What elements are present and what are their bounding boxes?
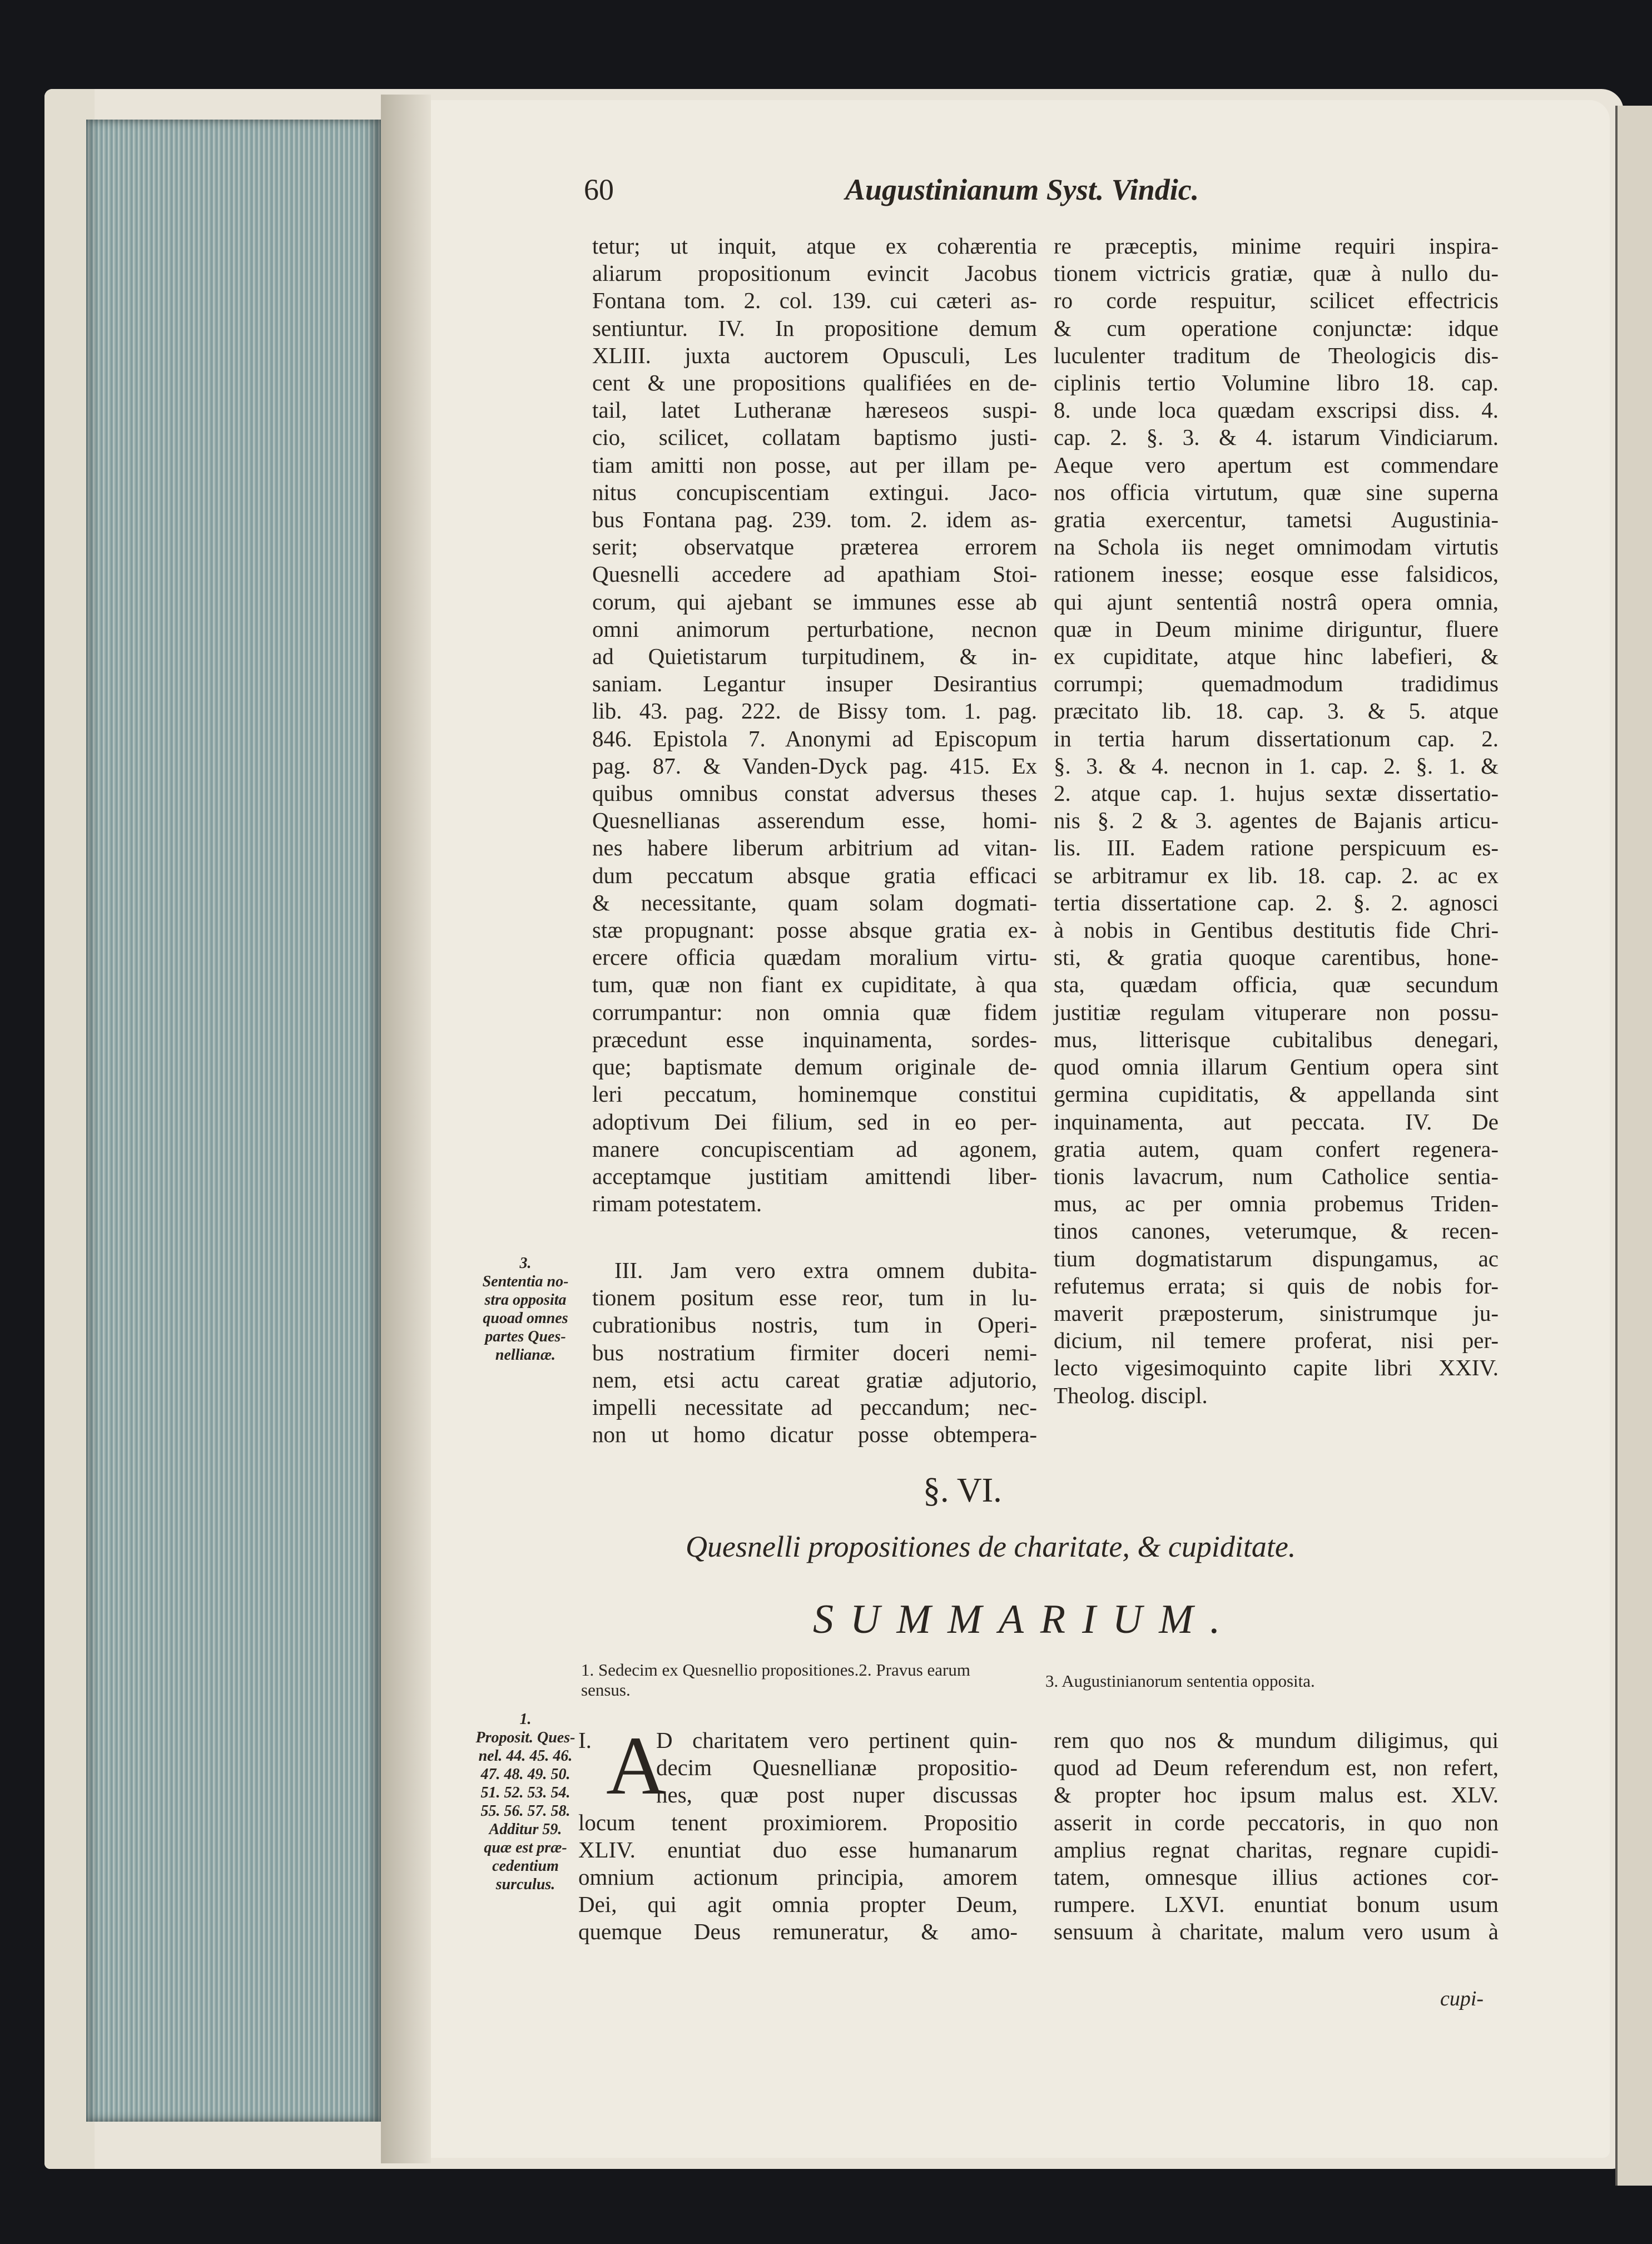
text-line: & necessitante, quam solam dogmati-: [592, 889, 1037, 915]
text-line: ex cupiditate, atque hinc labefieri, &: [1054, 643, 1499, 670]
margin-line: quæ est præ-: [484, 1839, 567, 1856]
text-line: germina cupiditatis, & appellanda sint: [1054, 1081, 1499, 1107]
text-line: XLIII. juxta auctorem Opusculi, Les: [592, 342, 1037, 368]
text-line: tatem, omnesque illius actiones cor-: [1054, 1864, 1499, 1890]
drop-cap: A: [606, 1720, 667, 1812]
margin-line: surculus.: [495, 1876, 555, 1893]
running-title: Augustinianum Syst. Vindic.: [845, 173, 1199, 206]
margin-line: Additur 59.: [489, 1821, 562, 1838]
margin-line: 1.: [519, 1711, 532, 1728]
text-line: omni animorum perturbatione, necnon: [592, 616, 1037, 642]
text-line: tail, latet Lutheranæ hæreseos suspi-: [592, 397, 1037, 423]
text-line: quod omnia illarum Gentium opera sint: [1054, 1054, 1499, 1080]
text-line: nes habere liberum arbitrium ad vitan-: [592, 835, 1037, 861]
margin-line: cedentium: [492, 1857, 559, 1875]
bottom-right-column: [1054, 1727, 1499, 1946]
text-line: rumpere. LXVI. enuntiat bonum usum: [1054, 1891, 1499, 1918]
text-line: quemque Deus remuneratur, & amo-: [578, 1919, 1018, 1945]
text-line: præcedunt esse inquinamenta, sordes-: [592, 1026, 1037, 1052]
text-line: re præceptis, minime requiri inspira-: [1054, 233, 1499, 259]
text-line: Aeque vero apertum est commendare: [1054, 452, 1499, 478]
margin-line: nellianæ.: [495, 1346, 556, 1364]
text-line: tionem positum esse reor, tum in lu-: [592, 1285, 1037, 1311]
next-page-edge: [1615, 106, 1652, 2186]
text-line: tium dogmatistarum dispungamus, ac: [1054, 1245, 1499, 1271]
summarium-item: 2. Pravus earum sensus.: [581, 1660, 970, 1700]
text-line: luculenter traditum de Theologicis dis-: [1054, 342, 1499, 368]
text-line: lecto vigesimoquinto capite libri XXIV.: [1054, 1355, 1499, 1381]
text-line: D charitatem vero pertinent quin-: [656, 1727, 1018, 1753]
margin-line: Proposit. Ques-: [475, 1729, 576, 1746]
text-line: leri peccatum, hominemque constitui: [592, 1081, 1037, 1107]
text-line: tertia dissertatione cap. 2. §. 2. agnosci: [1054, 889, 1499, 915]
text-line: bus nostratium firmiter doceri nemi-: [592, 1339, 1037, 1365]
text-line: ro corde respuitur, scilicet effectricis: [1054, 288, 1499, 314]
text-line: gratia exercentur, tametsi Augustinia-: [1054, 507, 1499, 533]
text-line: Theolog. discipl.: [1054, 1382, 1208, 1408]
text-line: tetur; ut inquit, atque ex cohærentia: [592, 233, 1037, 259]
margin-note-sententia: [475, 1254, 576, 1364]
text-line: amplius regnat charitas, regnare cupidi-: [1054, 1836, 1499, 1862]
text-line: se arbitramur ex lib. 18. cap. 2. ac ex: [1054, 862, 1499, 888]
summarium-item: 1. Sedecim ex Quesnellio propositiones.: [581, 1660, 859, 1680]
margin-line: Sententia no-: [482, 1273, 569, 1290]
text-line: qui ajunt sententiâ nostrâ opera omnia,: [1054, 588, 1499, 615]
text-line: tinos canones, veterumque, & recen-: [1054, 1218, 1499, 1244]
text-line: quæ in Deum minime diriguntur, fluere: [1054, 616, 1499, 642]
text-line: Quesnellianas asserendum esse, homi-: [592, 808, 1037, 834]
text-line: Fontana tom. 2. col. 139. cui cæteri as-: [592, 288, 1037, 314]
text-line: I.: [578, 1727, 592, 1753]
text-line: sensuum à charitate, malum vero usum à: [1054, 1919, 1499, 1945]
text-line: locum tenent proximiorem. Propositio: [578, 1809, 1018, 1835]
page-number: 60: [584, 173, 614, 206]
text-line: bus Fontana pag. 239. tom. 2. idem as-: [592, 507, 1037, 533]
text-line: Dei, qui agit omnia propter Deum,: [578, 1891, 1018, 1918]
text-line: nes, quæ post nuper discussas: [656, 1782, 1018, 1808]
text-line: ercere officia quædam moralium virtu-: [592, 944, 1037, 970]
summarium-right: 3. Augustinianorum sententia opposita.: [1045, 1671, 1315, 1691]
text-line: in tertia harum dissertationum cap. 2.: [1054, 725, 1499, 751]
text-line: non ut homo dicatur posse obtempera-: [592, 1421, 1037, 1448]
margin-line: nel. 44. 45. 46.: [478, 1747, 573, 1765]
margin-line: partes Ques-: [485, 1328, 566, 1345]
text-line: que; baptismate demum originale de-: [592, 1054, 1037, 1080]
text-line: rimam potestatem.: [592, 1191, 762, 1217]
text-line: cubrationibus nostris, tum in Operi-: [592, 1312, 1037, 1338]
text-line: pag. 87. & Vanden-Dyck pag. 415. Ex: [592, 752, 1037, 779]
text-line: decim Quesnellianæ propositio-: [656, 1755, 1018, 1781]
text-line: ciplinis tertio Volumine libro 18. cap.: [1054, 370, 1499, 396]
text-line: serit; observatque præterea errorem: [592, 534, 1037, 560]
margin-note-propositiones: [473, 1710, 578, 1894]
margin-line: stra opposita: [484, 1291, 567, 1309]
text-line: justitiæ regulam vituperare non possu-: [1054, 999, 1499, 1025]
text-line: rationem inesse; eosque esse falsidicos,: [1054, 561, 1499, 587]
text-line: nis §. 2 & 3. agentes de Bajanis articu-: [1054, 808, 1499, 834]
text-line: XLIV. enuntiat duo esse humanarum: [578, 1836, 1018, 1862]
text-line: sentiuntur. IV. In propositione demum: [592, 315, 1037, 341]
margin-line: 51. 52. 53. 54.: [480, 1784, 570, 1801]
left-column-lower: [592, 1257, 1037, 1448]
text-line: omnium actionum principia, amorem: [578, 1864, 1018, 1890]
text-line: aliarum propositionum evincit Jacobus: [592, 260, 1037, 286]
text-line: acceptamque justitiam amittendi liber-: [592, 1163, 1037, 1189]
text-line: impelli necessitate ad peccandum; nec-: [592, 1394, 1037, 1420]
running-head: [584, 172, 1512, 211]
text-line: ad Quietistarum turpitudinem, & in-: [592, 643, 1037, 670]
left-column: [592, 232, 1037, 1217]
text-line: corrumpi; quemadmodum tradidimus: [1054, 671, 1499, 697]
text-line: corum, qui ajebant se immunes esse ab: [592, 588, 1037, 615]
text-line: rem quo nos & mundum diligimus, qui: [1054, 1727, 1499, 1753]
text-line: 2. atque cap. 1. hujus sextæ dissertatio-: [1054, 780, 1499, 806]
catchword: cupi-: [1440, 1987, 1484, 2010]
text-line: Quesnelli accedere ad apathiam Stoi-: [592, 561, 1037, 587]
text-line: na Schola iis neget omnimodam virtutis: [1054, 534, 1499, 560]
text-line: adoptivum Dei filium, sed in eo per-: [592, 1108, 1037, 1135]
text-line: cio, scilicet, collatam baptismo justi-: [592, 424, 1037, 450]
text-line: 846. Epistola 7. Anonymi ad Episcopum: [592, 725, 1037, 751]
text-line: mus, ac per omnia probemus Triden-: [1054, 1191, 1499, 1217]
text-line: stæ propugnant: posse absque gratia ex-: [592, 917, 1037, 943]
text-line: lib. 43. pag. 222. de Bissy tom. 1. pag.: [592, 698, 1037, 724]
text-line: tionis lavacrum, num Catholice sentia-: [1054, 1163, 1499, 1189]
summarium-left: [581, 1660, 1015, 1700]
text-line: tum, quæ non fiant ex cupiditate, à qua: [592, 972, 1037, 998]
text-line: §. 3. & 4. necnon in 1. cap. 2. §. 1. &: [1054, 752, 1499, 779]
text-line: nem, etsi actu careat gratiæ adjutorio,: [592, 1366, 1037, 1393]
margin-line: 3.: [519, 1255, 532, 1272]
bottom-left-column: [578, 1727, 1018, 1946]
margin-line: 55. 56. 57. 58.: [480, 1802, 570, 1820]
text-line: corrumpantur: non omnia quæ fidem: [592, 999, 1037, 1025]
summarium-title: SUMMARIUM.: [813, 1597, 1237, 1642]
text-line: tionem victricis gratiæ, quæ à nullo du-: [1054, 260, 1499, 286]
text-line: III. Jam vero extra omnem dubita-: [614, 1257, 1037, 1283]
text-line: mus, litterisque cubitalibus denegari,: [1054, 1026, 1499, 1052]
text-line: sta, quædam officia, quæ secundum: [1054, 972, 1499, 998]
text-line: dicium, nil temere proferat, nisi per-: [1054, 1327, 1499, 1354]
text-line: & cum operatione conjunctæ: idque: [1054, 315, 1499, 341]
text-line: inquinamenta, aut peccata. IV. De: [1054, 1108, 1499, 1135]
text-line: quibus omnibus constat adversus theses: [592, 780, 1037, 806]
text-line: cap. 2. §. 3. & 4. istarum Vindiciarum.: [1054, 424, 1499, 450]
margin-line: quoad omnes: [483, 1310, 568, 1327]
margin-line: 47. 48. 49. 50.: [480, 1766, 570, 1783]
text-line: sti, & gratia quoque carentibus, hone-: [1054, 944, 1499, 970]
text-line: lis. III. Eadem ratione perspicuum es-: [1054, 835, 1499, 861]
text-line: à nobis in Gentibus destitutis fide Chri-: [1054, 917, 1499, 943]
text-line: cent & une propositions qualifiées en de-: [592, 370, 1037, 396]
text-line: præcitato lib. 18. cap. 3. & 5. atque: [1054, 698, 1499, 724]
text-line: nos officia virtutum, quæ sine superna: [1054, 479, 1499, 505]
text-line: & propter hoc ipsum malus est. XLV.: [1054, 1782, 1499, 1808]
text-line: tiam amitti non posse, aut per illam pe-: [592, 452, 1037, 478]
text-line: saniam. Legantur insuper Desirantius: [592, 671, 1037, 697]
text-line: quod ad Deum referendum est, non refert,: [1054, 1755, 1499, 1781]
section-mark: §. VI.: [923, 1472, 1002, 1509]
text-line: manere concupiscentiam ad agonem,: [592, 1136, 1037, 1162]
text-line: nitus concupiscentiam extingui. Jaco-: [592, 479, 1037, 505]
page-edges-stack: [86, 120, 381, 2122]
text-line: asserit in corde peccatoris, in quo non: [1054, 1809, 1499, 1835]
text-line: maverit præposterum, sinistrumque ju-: [1054, 1300, 1499, 1326]
text-line: gratia autem, quam confert regenera-: [1054, 1136, 1499, 1162]
binding-gutter: [381, 95, 431, 2163]
section-heading: Quesnelli propositiones de charitate, & cupiditate.: [686, 1530, 1296, 1563]
text-line: 8. unde loca quædam exscripsi diss. 4.: [1054, 397, 1499, 423]
right-column: [1054, 232, 1499, 1409]
text-line: refutemus errata; si quis de nobis for-: [1054, 1272, 1499, 1299]
text-line: dum peccatum absque gratia efficaci: [592, 862, 1037, 888]
